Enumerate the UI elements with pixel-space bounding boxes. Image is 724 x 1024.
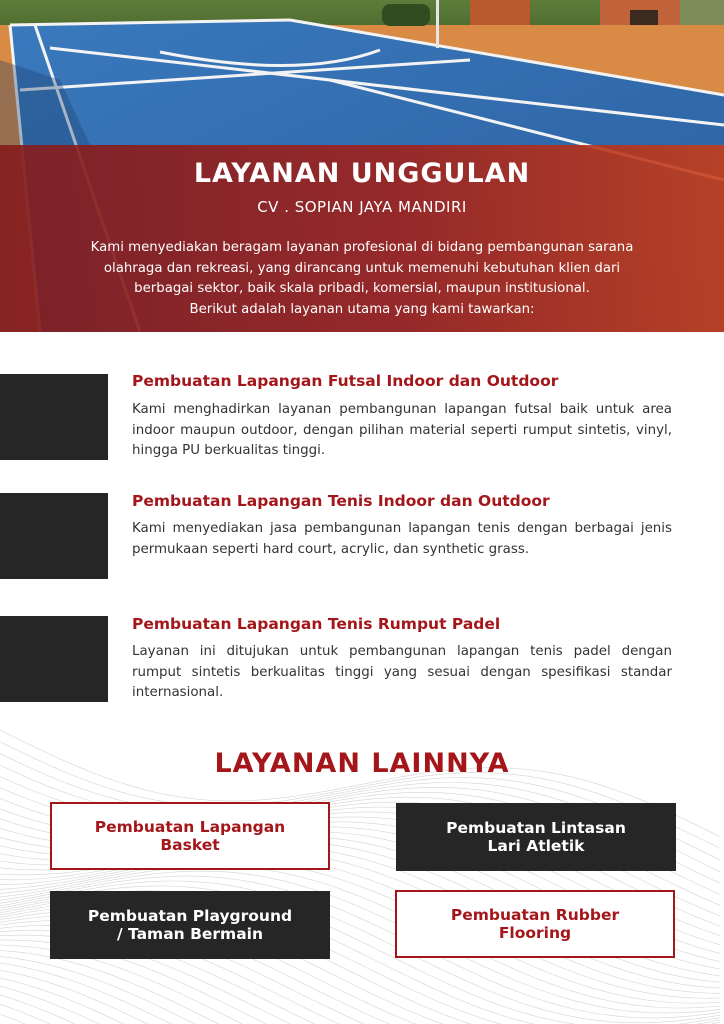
intro-line: olahraga dan rekreasi, yang dirancang untuk memenuhi kebutuhan klien dari — [103, 260, 621, 276]
other-service-line: Pembuatan Playground — [87, 907, 293, 925]
other-service-line: Pembuatan Lintasan — [446, 819, 626, 837]
other-service-playground — [50, 891, 330, 959]
wave-line — [0, 986, 720, 1024]
other-service-line: Lari Atletik — [487, 837, 585, 855]
wave-line — [0, 995, 720, 1024]
other-service-rubber — [395, 890, 675, 958]
hero-section — [0, 0, 724, 332]
intro-line: Berikut adalah layanan utama yang kami tawarkan: — [189, 301, 535, 317]
intro-line: berbagai sektor, baik skala pribadi, komersial, maupun institusional. — [134, 281, 590, 296]
other-service-line: / Taman Bermain — [116, 925, 264, 943]
service-description: Kami menghadirkan layanan pembangunan lapangan futsal baik untuk area indoor maupun outdoor, dengan pilihan material seperti rumput sintetis, vinyl, hingga PU berkualitas tinggi. — [132, 402, 672, 458]
section-title-others: LAYANAN LAINNYA — [214, 748, 510, 779]
service-marker-block — [0, 374, 108, 460]
service-description: Kami menyediakan jasa pembangunan lapangan tenis dengan berbagai jenis permukaan seperti hard court, acrylic, dan synthetic grass. — [132, 521, 672, 557]
other-service-line: Flooring — [498, 924, 572, 942]
other-service-line: Pembuatan Rubber — [450, 906, 620, 924]
service-description: Layanan ini ditujukan untuk pembangunan lapangan tenis padel dengan rumput sintetis berkualitas tinggi yang sesuai dengan spesifikasi standar internasional. — [132, 644, 672, 700]
wave-line — [0, 957, 720, 1024]
other-service-line: Basket — [160, 836, 220, 854]
page-title: LAYANAN UNGGULAN — [193, 158, 531, 189]
service-marker-block — [0, 493, 108, 579]
wave-line — [0, 970, 720, 1024]
wave-line — [0, 1004, 720, 1024]
company-name: CV . SOPIAN JAYA MANDIRI — [257, 198, 467, 216]
other-service-basket — [50, 802, 330, 870]
other-service-atletik — [396, 803, 676, 871]
intro-line: Kami menyediakan beragam layanan profesional di bidang pembangunan sarana — [90, 240, 634, 255]
wave-line — [0, 951, 720, 1024]
service-title: Pembuatan Lapangan Tenis Rumput Padel — [132, 615, 501, 633]
service-title: Pembuatan Lapangan Tenis Indoor dan Outdoor — [132, 492, 550, 510]
other-service-line: Pembuatan Lapangan — [94, 818, 286, 836]
service-title: Pembuatan Lapangan Futsal Indoor dan Outdoor — [132, 372, 559, 390]
intro-paragraph — [50, 238, 674, 320]
